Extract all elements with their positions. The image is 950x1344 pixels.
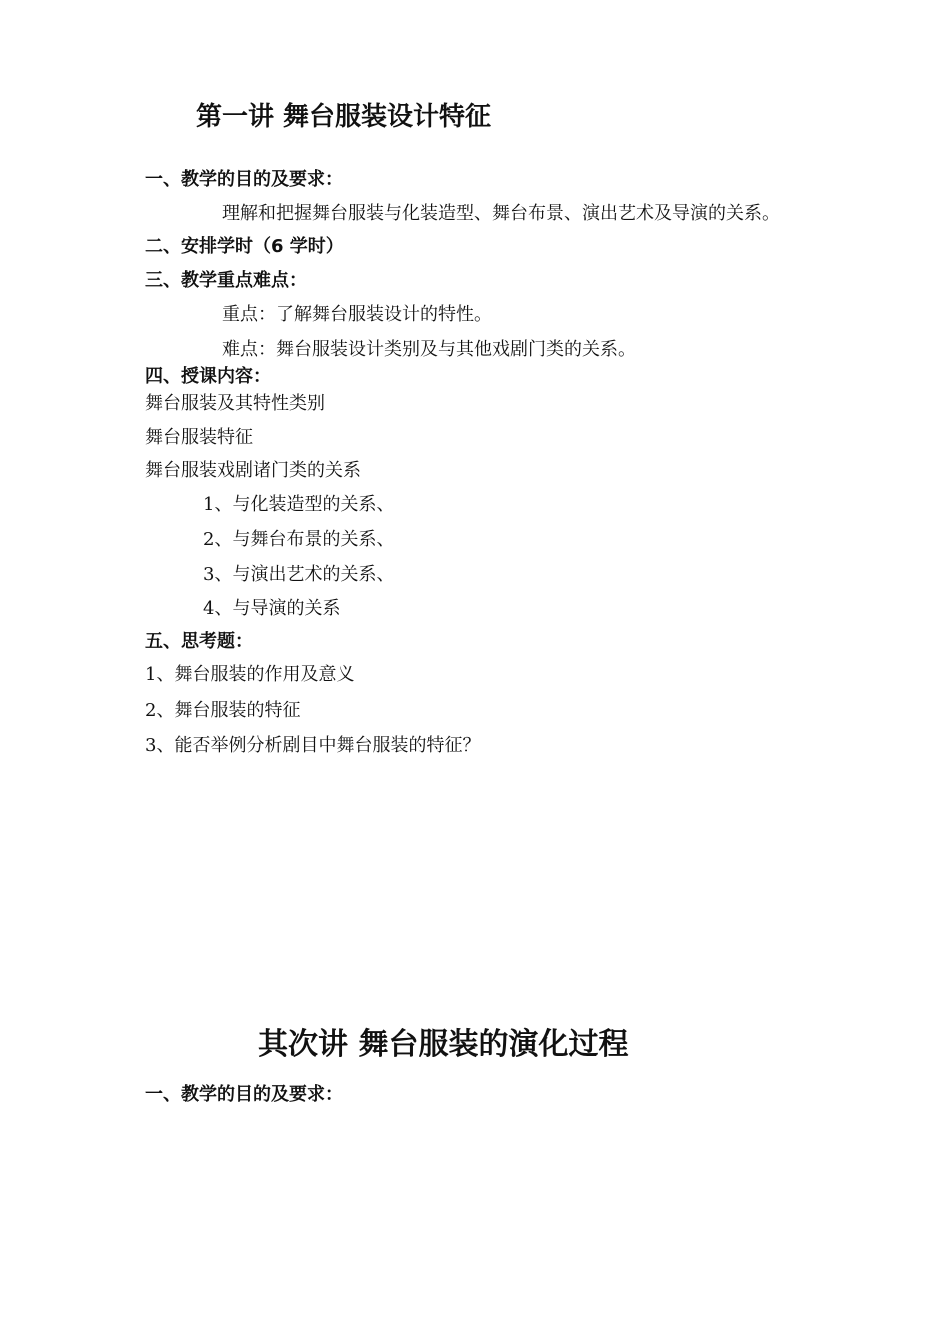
lecture1-keypoints-heading: 三、教学重点难点： (145, 270, 307, 291)
lecture1-question: 1、舞台服装的作用及意义 (145, 664, 355, 685)
lecture2-title: 其次讲 舞台服装的演化过程 (258, 1027, 629, 1062)
lecture1-objectives-text: 理解和把握舞台服装与化装造型、舞台布景、演出艺术及导演的关系。 (222, 203, 780, 224)
lecture2-objectives-heading: 一、教学的目的及要求： (145, 1084, 343, 1105)
lecture1-objectives-heading: 一、教学的目的及要求： (145, 169, 343, 190)
lecture1-content-item: 舞台服装戏剧诸门类的关系 (145, 460, 361, 481)
lecture1-content-sub-item: 1、与化装造型的关系、 (203, 494, 395, 515)
lecture1-difficult-point: 难点：舞台服装设计类别及与其他戏剧门类的关系。 (222, 339, 636, 360)
lecture1-content-sub-item: 4、与导演的关系 (203, 598, 341, 619)
lecture1-questions-heading: 五、思考题： (145, 631, 253, 652)
lecture1-title: 第一讲 舞台服装设计特征 (196, 102, 492, 132)
lecture1-content-item: 舞台服装特征 (145, 427, 253, 448)
lecture1-content-sub-item: 2、与舞台布景的关系、 (203, 529, 395, 550)
lecture1-question: 3、能否举例分析剧目中舞台服装的特征？ (145, 735, 481, 756)
lecture1-content-item: 舞台服装及其特性类别 (145, 393, 325, 414)
lecture1-key-point: 重点：了解舞台服装设计的特性。 (222, 304, 492, 325)
lecture1-question: 2、舞台服装的特征 (145, 700, 301, 721)
lecture1-content-sub-item: 3、与演出艺术的关系、 (203, 564, 395, 585)
lecture1-hours-heading: 二、安排学时（6 学时） (145, 236, 344, 257)
lecture1-content-heading: 四、授课内容： (145, 366, 271, 387)
